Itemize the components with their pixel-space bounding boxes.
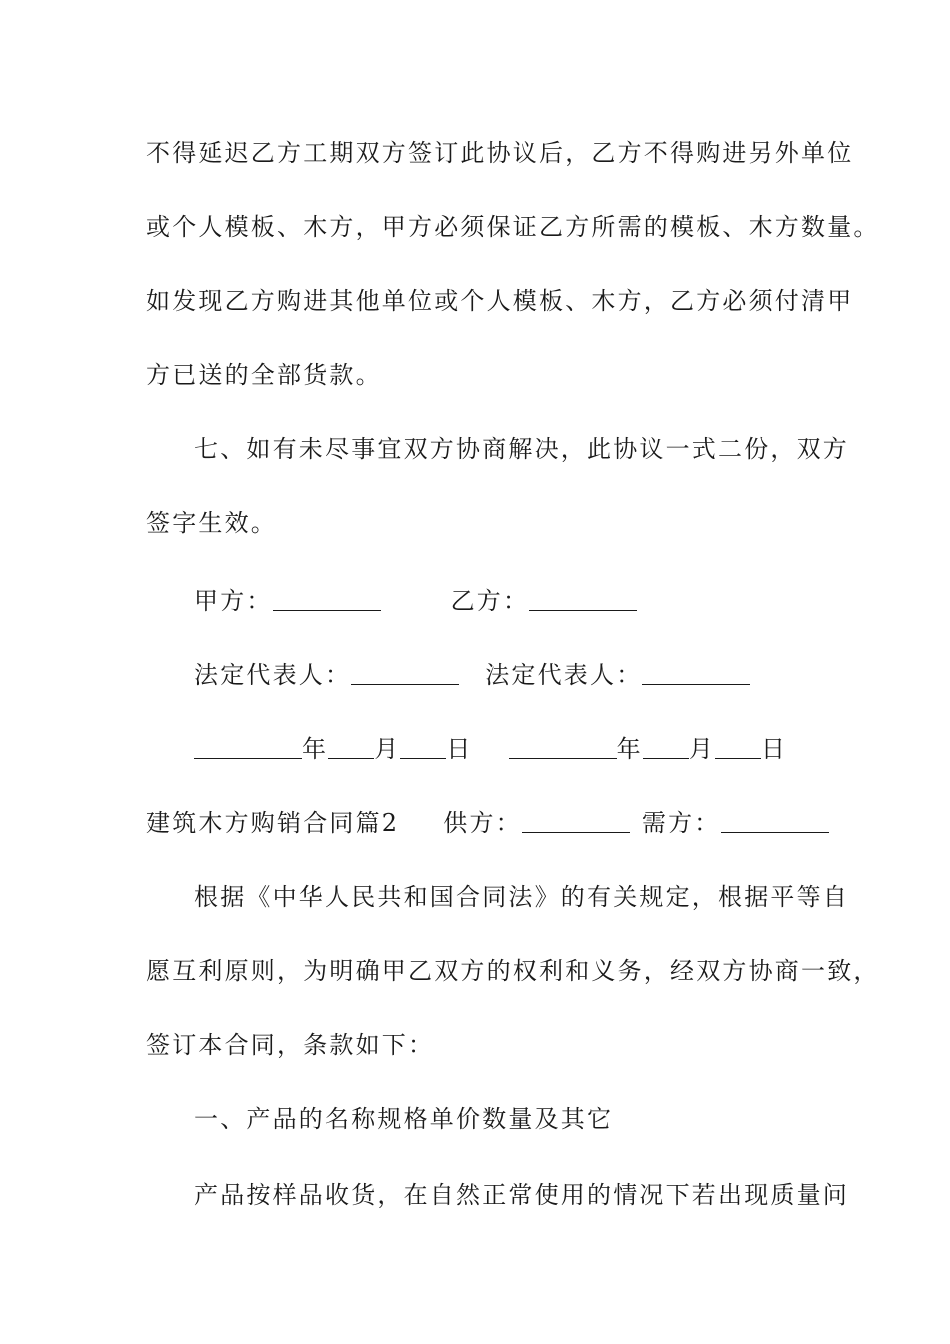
- clause-1-line: 产品按样品收货，在自然正常使用的情况下若出现质量问: [194, 1181, 849, 1209]
- date-day-blank: [715, 738, 761, 759]
- buyer-label: 需方：: [641, 809, 721, 837]
- month-label: 月: [688, 735, 716, 763]
- legal-rep-b-label: 法定代表人：: [485, 661, 643, 689]
- legal-rep-a-blank: [351, 664, 459, 685]
- clause-1-heading: 一、产品的名称规格单价数量及其它: [194, 1105, 614, 1133]
- paragraph-line: 方已送的全部货款。: [146, 361, 382, 389]
- supplier-blank: [522, 812, 630, 833]
- month-label: 月: [374, 735, 401, 763]
- year-label: 年: [616, 735, 643, 763]
- party-b-blank: [529, 590, 637, 611]
- section-2-header-row: [146, 808, 829, 838]
- legal-rep-row: [194, 660, 750, 690]
- day-label: 日: [761, 735, 788, 763]
- clause-7-line: 七、如有未尽事宜双方协商解决，此协议一式二份，双方: [194, 435, 849, 463]
- buyer-blank: [721, 812, 829, 833]
- paragraph-line: 不得延迟乙方工期双方签订此协议后，乙方不得购进另外单位: [146, 139, 854, 167]
- paragraph-line: 或个人模板、木方，甲方必须保证乙方所需的模板、木方数量。: [146, 213, 880, 241]
- date-month-blank: [643, 738, 689, 759]
- section-2-title: 建筑木方购销合同篇2: [146, 809, 400, 837]
- intro-line: 根据《中华人民共和国合同法》的有关规定，根据平等自: [194, 883, 849, 911]
- party-b-label: 乙方：: [450, 587, 530, 615]
- party-a-blank: [273, 590, 381, 611]
- date-year-blank: [509, 738, 617, 759]
- clause-7-line: 签字生效。: [146, 509, 277, 537]
- date-month-blank: [328, 738, 374, 759]
- party-a-label: 甲方：: [194, 587, 273, 615]
- date-row: [194, 734, 787, 764]
- legal-rep-a-label: 法定代表人：: [194, 661, 352, 689]
- supplier-label: 供方：: [443, 809, 522, 837]
- intro-line: 愿互利原则，为明确甲乙双方的权利和义务，经双方协商一致，: [146, 957, 880, 985]
- day-label: 日: [446, 735, 473, 763]
- party-signature-row: [194, 586, 637, 616]
- legal-rep-b-blank: [642, 664, 750, 685]
- date-year-blank: [194, 738, 302, 759]
- paragraph-line: 如发现乙方购进其他单位或个人模板、木方，乙方必须付清甲: [146, 287, 854, 315]
- intro-line: 签订本合同，条款如下：: [146, 1031, 435, 1059]
- year-label: 年: [302, 735, 329, 763]
- date-day-blank: [400, 738, 446, 759]
